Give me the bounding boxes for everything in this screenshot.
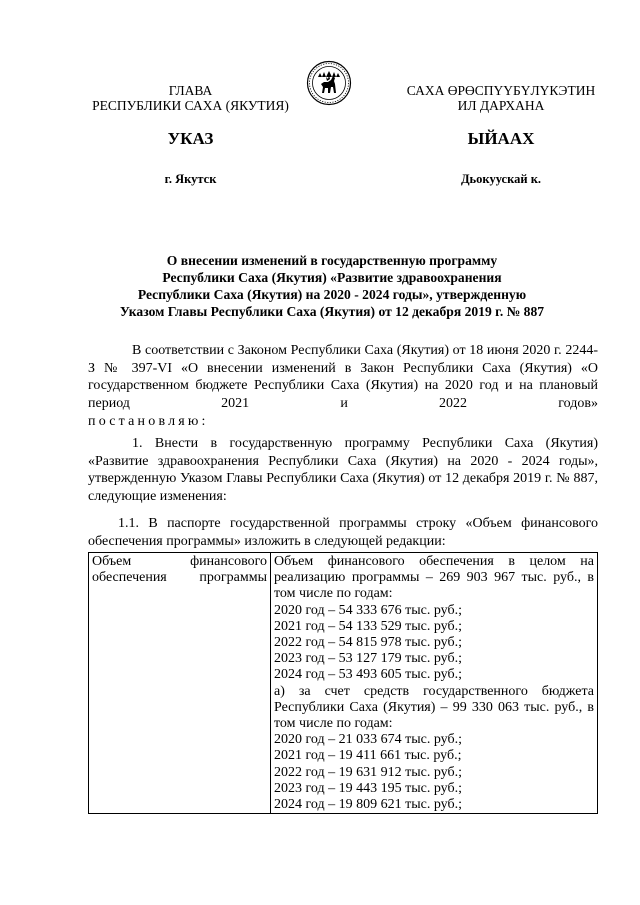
budget-year-line: 2024 год – 19 809 621 тыс. руб.; — [274, 797, 462, 813]
table-label-text: Объем финансового обеспечения программы — [92, 554, 267, 586]
budget-year-line: 2020 год – 21 033 674 тыс. руб.; — [274, 732, 462, 748]
place-russian: г. Якутск — [164, 172, 217, 186]
item-1-1-paragraph: 1.1. В паспорте государственной программы строку «Объем финансового обеспечения программы» изложить в следующей редакции: — [88, 516, 598, 549]
table-row — [89, 553, 598, 814]
total-text: Объем финансового обеспечения в целом на реализацию программы – 269 903 967 тыс. руб., в том числе по годам: — [274, 554, 594, 602]
place-yakut: Дьокуускай к. — [460, 172, 542, 186]
total-year-line: 2023 год – 53 127 179 тыс. руб.; — [274, 651, 462, 667]
coat-of-arms-emblem — [306, 60, 352, 106]
issuer-left — [78, 83, 303, 113]
decree-title — [92, 252, 572, 320]
preamble-paragraph: В соответствии с Законом Республики Саха (Якутия) от 18 июня 2020 г. 2244-З № 397-VI «О внесении изменений в Закон Республики Саха (Якутия) «О государственном бюджете Республики Саха (Якутия) на 2020 год и на плановый период 2021 и 2022 годов» — [88, 343, 598, 411]
total-year-line: 2022 год – 54 815 978 тыс. руб.; — [274, 635, 462, 651]
financing-table — [88, 552, 598, 814]
issuer-right-line2: ИЛ ДАРХАНА — [457, 98, 545, 113]
budget-year-line: 2022 год – 19 631 912 тыс. руб.; — [274, 764, 462, 780]
table-cell-values — [271, 553, 598, 814]
title-line: О внесении изменений в государственную программу — [166, 253, 498, 268]
budget-year-line: 2021 год – 19 411 661 тыс. руб.; — [274, 748, 462, 764]
decree-word: постановляю: — [88, 414, 209, 429]
issuer-right-line1: САХА ӨРӨСПҮҮБҮЛҮКЭТИН — [406, 83, 596, 98]
title-line: Указом Главы Республики Саха (Якутия) от 12 декабря 2019 г. № 887 — [119, 304, 545, 319]
title-line: Республики Саха (Якутия) на 2020 - 2024 годы», утвержденную — [137, 287, 527, 302]
total-year-line: 2024 год – 53 493 605 тыс. руб.; — [274, 667, 462, 683]
issuer-left-line2: РЕСПУБЛИКИ САХА (ЯКУТИЯ) — [92, 98, 289, 113]
issuer-right — [385, 83, 617, 113]
issuer-left-line1: ГЛАВА — [168, 83, 213, 98]
total-year-line: 2020 год – 54 333 676 тыс. руб.; — [274, 602, 462, 618]
doc-type-russian: УКАЗ — [167, 129, 214, 148]
total-year-line: 2021 год – 54 133 529 тыс. руб.; — [274, 618, 462, 634]
budget-year-line: 2023 год – 19 443 195 тыс. руб.; — [274, 780, 462, 796]
item-1-paragraph: 1. Внести в государственную программу Республики Саха (Якутия) «Развитие здравоохранения Республики Саха (Якутия) на 2020 - 2024 годы», утвержденную Указом Главы Республики Саха (Якутия) от 12 декабря 2019 г. № 887, следующие изменения: — [88, 436, 598, 504]
budget-text: а) за счет средств государственного бюджета Республики Саха (Якутия) – 99 330 063 тыс. руб., в том числе по годам: — [274, 683, 594, 732]
table-cell-label — [89, 553, 271, 814]
title-line: Республики Саха (Якутия) «Развитие здравоохранения — [162, 270, 502, 285]
doc-type-yakut: ЫЙААХ — [467, 129, 535, 148]
